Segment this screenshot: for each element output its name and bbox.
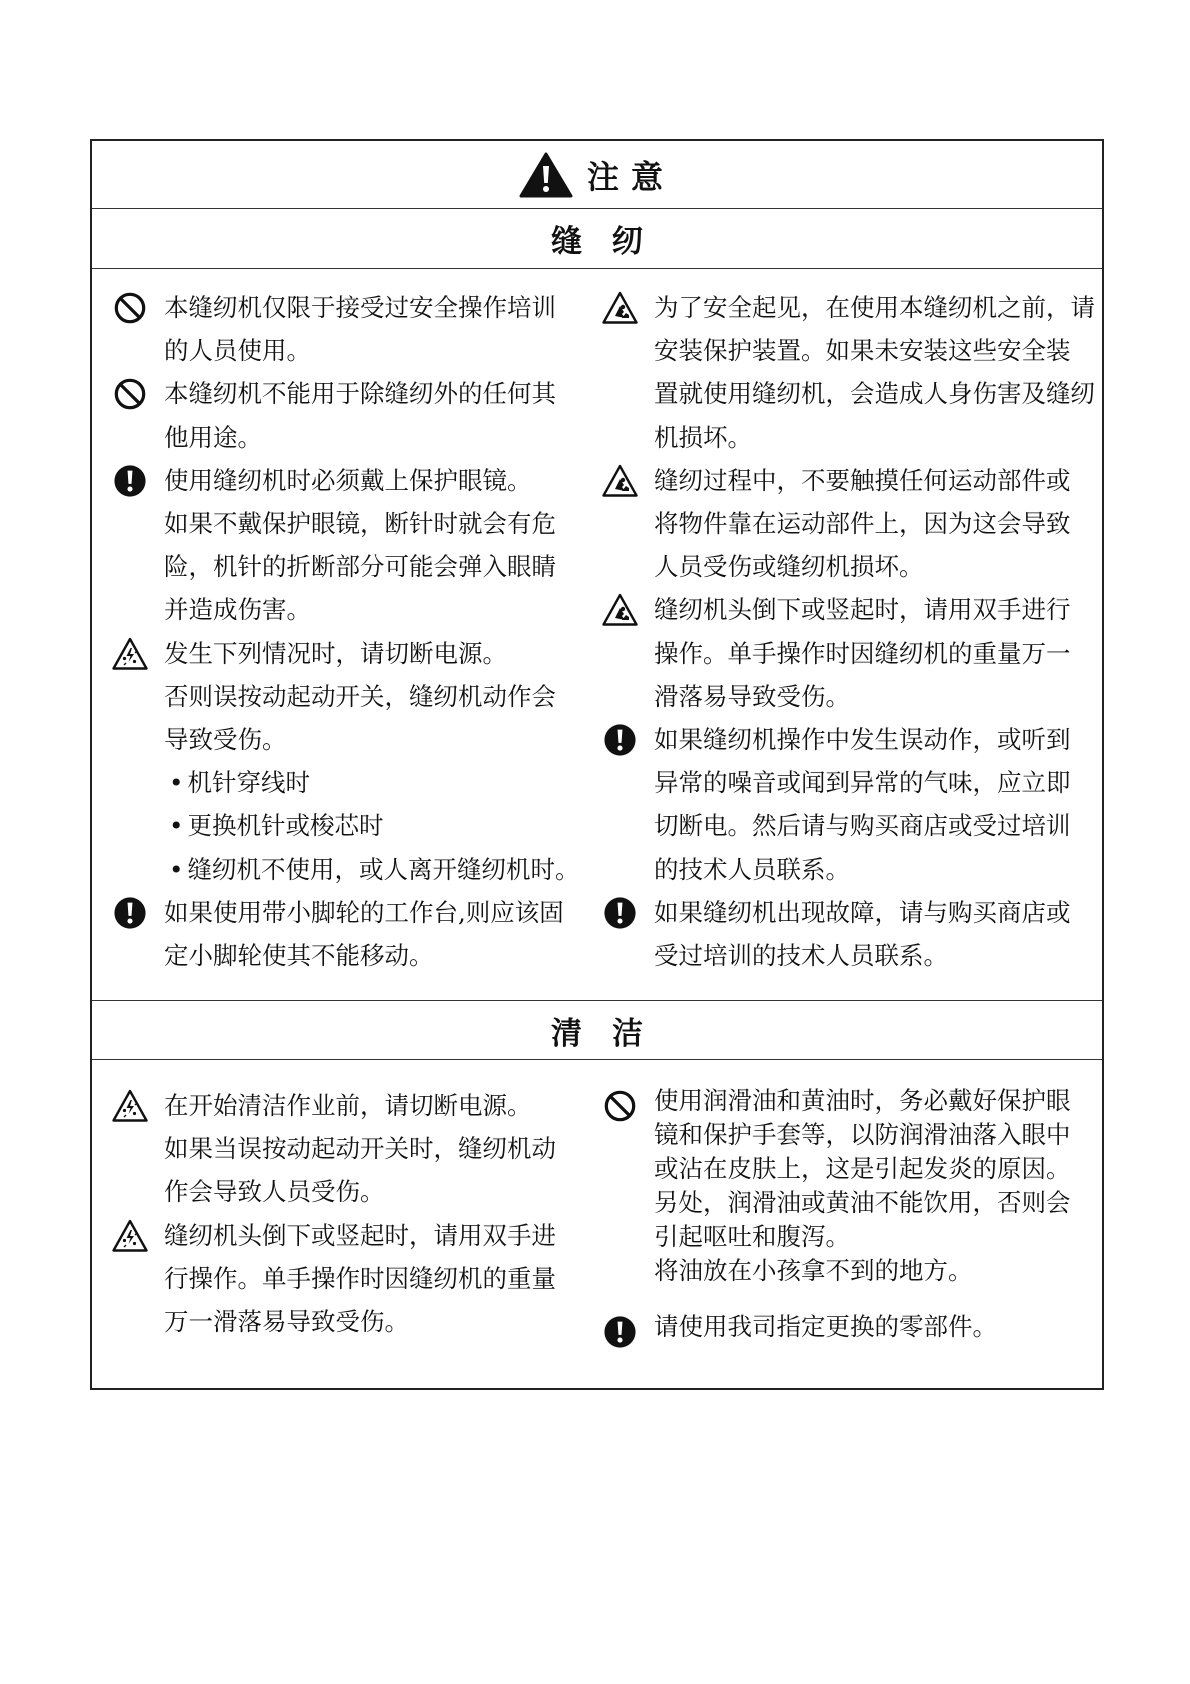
caution-triangle-icon (602, 464, 638, 498)
cleaning-right-column (582, 1084, 1106, 1344)
notice-line: 操作。单手操作时因缝纫机的重量万一 (654, 638, 1071, 668)
notice-line: 定小脚轮使其不能移动。 (164, 941, 434, 971)
notice-item (582, 459, 1106, 589)
notice-title-bar (92, 141, 1102, 209)
notice-line: 请使用我司指定更换的零部件。 (654, 1312, 997, 1341)
notice-item (92, 459, 602, 632)
bullet-item: • 缝纫机不使用，或人离开缝纫机时。 (164, 848, 602, 891)
notice-item (92, 286, 602, 372)
notice-line: 否则误按动起动开关，缝纫机动作会 (164, 681, 556, 711)
mandatory-exclamation-icon (602, 723, 638, 757)
notice-line: 如果使用带小脚轮的工作台,则应该固 (164, 897, 564, 927)
mandatory-exclamation-icon (602, 1315, 638, 1349)
notice-line: 发生下列情况时，请切断电源。 (164, 638, 507, 668)
notice-item (582, 1310, 1106, 1344)
electric-shock-warning-icon (112, 1219, 148, 1253)
notice-line: 如果缝纫机操作中发生误动作，或听到 (654, 725, 1071, 755)
notice-item (582, 891, 1106, 977)
notice-line: 引起呕吐和腹泻。 (654, 1222, 850, 1251)
mandatory-exclamation-icon (112, 464, 148, 498)
notice-item (582, 286, 1106, 459)
notice-line: 作会导致人员受伤。 (164, 1177, 385, 1207)
notice-line: 安装保护装置。如果未安装这些安全装 (654, 336, 1071, 366)
caution-triangle-icon (602, 593, 638, 627)
notice-line: 人员受伤或缝纫机损坏。 (654, 552, 924, 582)
section-title-sewing: 缝纫 (551, 224, 673, 260)
bullet-item: • 更换机针或梭芯时 (164, 804, 602, 847)
notice-item (92, 372, 602, 458)
notice-line: 切断电。然后请与购买商店或受过培训 (654, 811, 1071, 841)
notice-line: 险，机针的折断部分可能会弹入眼睛 (164, 552, 556, 582)
prohibited-icon (112, 291, 148, 325)
notice-line: 如果缝纫机出现故障，请与购买商店或 (654, 897, 1071, 927)
sewing-left-column (92, 286, 602, 977)
caution-notice-box (90, 139, 1104, 1390)
mandatory-exclamation-icon (112, 896, 148, 930)
notice-line: 或沾在皮肤上，这是引起发炎的原因。 (654, 1154, 1071, 1183)
mandatory-exclamation-icon (602, 896, 638, 930)
notice-line: 缝纫机头倒下或竖起时，请用双手进 (164, 1220, 556, 1250)
notice-line: 异常的噪音或闻到异常的气味，应立即 (654, 768, 1071, 798)
notice-item (582, 718, 1106, 891)
notice-title: 注意 (586, 157, 675, 196)
electric-shock-warning-icon (112, 1089, 148, 1123)
notice-line: 另处，润滑油或黄油不能饮用，否则会 (654, 1188, 1071, 1217)
bullet-item: • 机针穿线时 (164, 761, 602, 804)
notice-line: 导致受伤。 (164, 725, 287, 755)
notice-item (92, 891, 602, 977)
cleaning-left-column (92, 1084, 602, 1343)
section-header-sewing (92, 209, 1102, 269)
notice-line: 的技术人员联系。 (654, 854, 850, 884)
notice-item (92, 632, 602, 891)
notice-item (92, 1084, 602, 1214)
notice-line: 在开始清洁作业前，请切断电源。 (164, 1091, 532, 1120)
notice-line: 的人员使用。 (164, 336, 311, 366)
notice-item (92, 1214, 602, 1344)
notice-line: 本缝纫机仅限于接受过安全操作培训 (164, 293, 556, 322)
electric-shock-warning-icon (112, 637, 148, 671)
notice-line: 万一滑落易导致受伤。 (164, 1307, 409, 1337)
prohibited-icon (112, 377, 148, 411)
notice-line: 如果当误按动起动开关时，缝纫机动 (164, 1134, 556, 1164)
notice-line: 缝纫机头倒下或竖起时，请用双手进行 (654, 595, 1071, 625)
section-header-cleaning (92, 1000, 1102, 1060)
notice-line: 如果不戴保护眼镜，断针时就会有危 (164, 509, 556, 539)
notice-line: 并造成伤害。 (164, 595, 311, 625)
sewing-right-column (582, 286, 1106, 977)
notice-line: 将油放在小孩拿不到的地方。 (654, 1256, 973, 1285)
notice-line: 镜和保护手套等，以防润滑油落入眼中 (654, 1120, 1071, 1149)
notice-line: 本缝纫机不能用于除缝纫外的任何其 (164, 379, 556, 409)
caution-triangle-icon (602, 291, 638, 325)
notice-item (582, 1084, 1106, 1288)
notice-line: 他用途。 (164, 422, 262, 452)
section-title-cleaning: 清洁 (551, 1015, 673, 1052)
notice-line: 缝纫过程中，不要触摸任何运动部件或 (654, 465, 1071, 495)
prohibited-icon (602, 1089, 638, 1123)
notice-line: 为了安全起见，在使用本缝纫机之前，请 (654, 293, 1095, 322)
notice-line: 使用缝纫机时必须戴上保护眼镜。 (164, 465, 532, 495)
notice-line: 使用润滑油和黄油时，务必戴好保护眼 (654, 1086, 1071, 1115)
notice-line: 行操作。单手操作时因缝纫机的重量 (164, 1263, 556, 1293)
warning-triangle-icon (519, 151, 573, 199)
notice-item (582, 588, 1106, 718)
notice-line: 置就使用缝纫机，会造成人身伤害及缝纫 (654, 379, 1095, 409)
notice-line: 滑落易导致受伤。 (654, 681, 850, 711)
notice-line: 机损坏。 (654, 422, 752, 452)
notice-line: 受过培训的技术人员联系。 (654, 941, 948, 971)
notice-line: 将物件靠在运动部件上，因为这会导致 (654, 509, 1071, 539)
